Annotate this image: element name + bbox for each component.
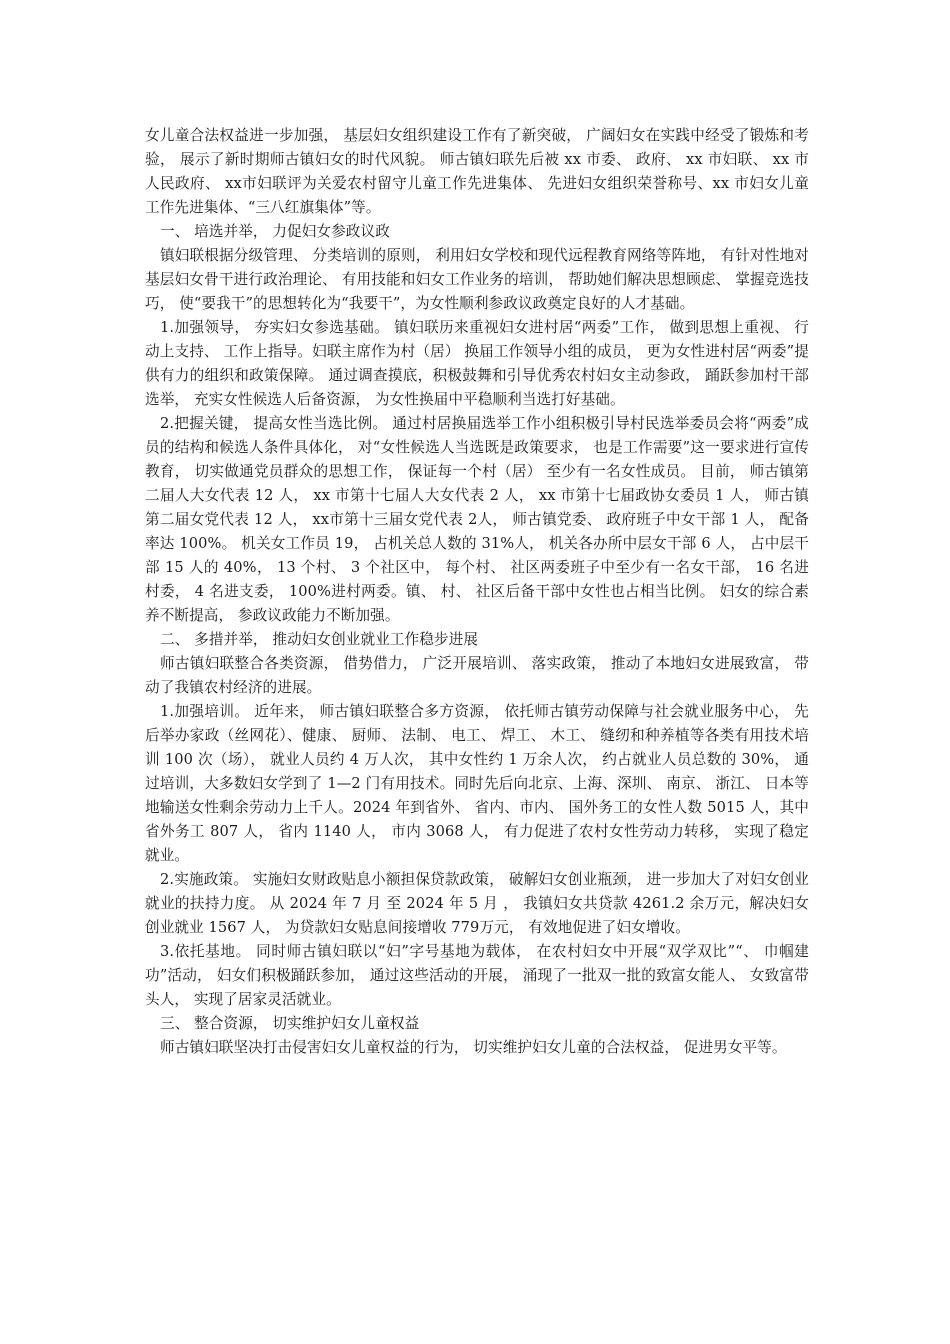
paragraph-section2-item3: 3.依托基地。 同时师古镇妇联以“妇”字号基地为载体， 在农村妇女中开展“双学双比”“、 巾帼建功”活动， 妇女们积极踊跃参加， 通过这些活动的开展， 涌现了一批双一批的致富女能人、 女致富带头人， 实现了居家灵活就业。 [145, 943, 809, 1008]
paragraph-section2-intro: 师古镇妇联整合各类资源， 借势借力， 广泛开展培训、 落实政策， 推动了本地妇女进展致富， 带动了我镇农村经济的进展。 [145, 655, 809, 696]
paragraph-section2-item2: 2.实施政策。 实施妇女财政贴息小额担保贷款政策， 破解妇女创业瓶颈， 进一步加大了对妇女创业就业的扶持力度。 从 2024 年 7 月 至 2024 年 5 月 ， 我镇妇女共贷款 4261.2 余万元，解决妇女创业就业 1567 人， 为贷款妇女贴息间接增收 779万元， 有效地促进了妇女增收。 [145, 871, 809, 936]
paragraph-intro: 女儿童合法权益进一步加强， 基层妇女组织建设工作有了新突破， 广阔妇女在实践中经受了锻炼和考验， 展示了新时期师古镇妇女的时代风貌。 师古镇妇联先后被 xx 市委、 政府、 xx 市妇联、 xx 市人民政府、 xx市妇联评为关爱农村留守儿童工作先进集体、 先进妇女组织荣誉称号、xx 市妇女儿童工作先进集体、“三八红旗集体”等。 [145, 127, 809, 216]
document-body [145, 124, 809, 1060]
paragraph-section1-intro: 镇妇联根据分级管理、 分类培训的原则， 利用妇女学校和现代远程教育网络等阵地， 有针对性地对基层妇女骨干进行政治理论、 有用技能和妇女工作业务的培训， 帮助她们解决思想顾虑、 掌握竞选技巧， 使“要我干”的思想转化为“我要干”，为女性顺利参政议政奠定良好的人才基础。 [145, 247, 809, 312]
section-heading-3: 三、 整合资源， 切实维护妇女儿童权益 [160, 1015, 420, 1032]
section-heading-2: 二、 多措并举， 推动妇女创业就业工作稳步进展 [160, 631, 479, 648]
paragraph-section2-item1: 1.加强培训。 近年来， 师古镇妇联整合多方资源， 依托师古镇劳动保障与社会就业服务中心， 先后举办家政（丝网花）、健康、 厨师、 法制、 电工、 焊工、 木工、 缝纫和种养植等各类有用技术培训 100 次（场）， 就业人员约 4 万人次， 其中女性约 1 万余人次， 约占就业人员总数的 30%， 通过培训，大多数妇女学到了 1—2 门有用技术。同时先后向北京、上海、深圳、 南京、 浙江、 日本等地输送女性剩余劳动力上千人。2024 年到省外、 省内、市内、 国外务工的女性人数 5015 人，其中省外务工 807 人， 省内 1140 人， 市内 3068 人， 有力促进了农村女性劳动力转移， 实现了稳定就业。 [145, 703, 809, 864]
paragraph-section1-item2: 2.把握关键， 提高女性当选比例。 通过村居换届选举工作小组积极引导村民选举委员会将“两委”成员的结构和候选人条件具体化， 对“女性候选人当选既是政策要求， 也是工作需要”这一要求进行宣传教育， 切实做通党员群众的思想工作， 保证每一个村（居） 至少有一名女性成员。 目前， 师古镇第二届人大女代表 12 人， xx 市第十七届人大女代表 2 人， xx 市第十七届政协女委员 1 人， 师古镇第二届女党代表 12 人， xx市第十三届女党代表 2人， 师古镇党委、 政府班子中女干部 1 人， 配备率达 100%。 机关女工作员 19， 占机关总人数的 31%人， 机关各办所中层女干部 6 人， 占中层干部 15 人的 40%， 13 个村、 3 个社区中， 每个村、 社区两委班子中至少有一名女干部， 16 名进村委， 4 名进支委， 100%进村两委。镇、 村、 社区后备干部中女性也占相当比例。 妇女的综合素养不断提高， 参政议政能力不断加强。 [145, 415, 809, 624]
section-heading-1: 一、 培选并举， 力促妇女参政议政 [160, 223, 390, 240]
paragraph-section3-intro: 师古镇妇联坚决打击侵害妇女儿童权益的行为， 切实维护妇女儿童的合法权益， 促进男女平等。 [160, 1039, 787, 1056]
paragraph-section1-item1: 1.加强领导， 夯实妇女参选基础。 镇妇联历来重视妇女进村居“两委”工作， 做到思想上重视、 行动上支持、 工作上指导。妇联主席作为村（居） 换届工作领导小组的成员， 更为女性进村居“两委”提供有力的组织和政策保障。 通过调查摸底，积极鼓舞和引导优秀农村妇女主动参政， 踊跃参加村干部选举， 充实女性候选人后备资源， 为女性换届中平稳顺利当选打好基础。 [145, 319, 809, 408]
